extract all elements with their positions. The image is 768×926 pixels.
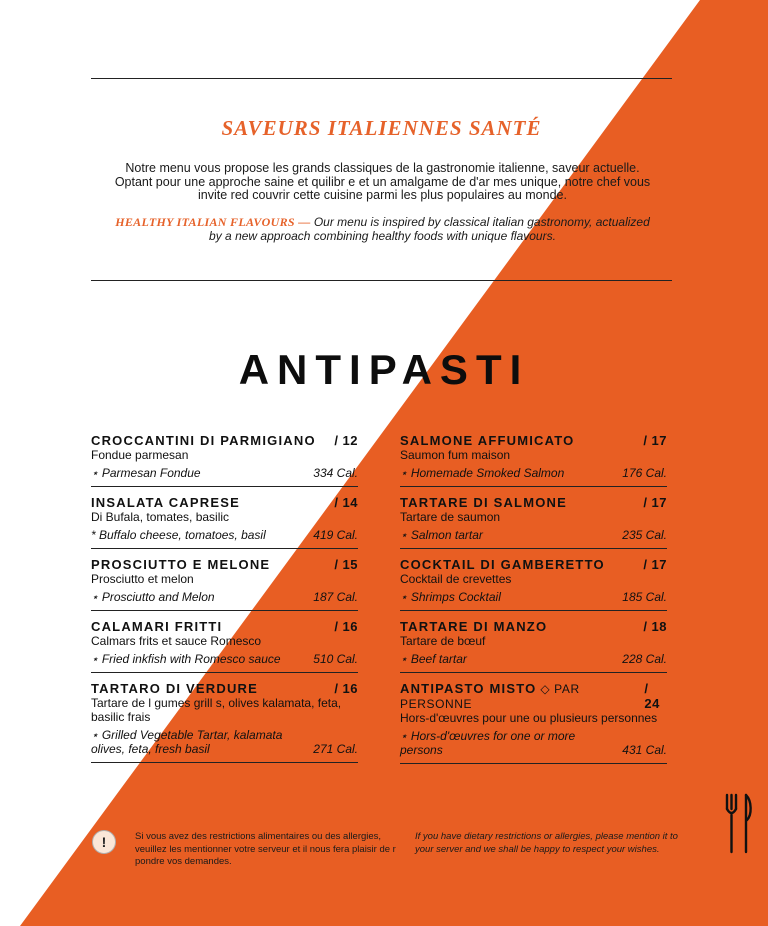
item-french-description: Prosciutto et melon	[91, 572, 194, 586]
item-english-description: ⋆ Homemade Smoked Salmon	[400, 466, 565, 480]
item-french-description: Fondue parmesan	[91, 448, 189, 462]
item-price: / 17	[643, 557, 667, 572]
item-price: / 17	[643, 495, 667, 510]
item-french-description: Hors-d'œuvres pour une ou plusieurs personnes	[400, 711, 658, 725]
intro-english-text	[110, 215, 655, 243]
item-calories: 235 Cal.	[622, 528, 667, 542]
item-english-description: ⋆ Shrimps Cocktail	[400, 590, 501, 604]
item-name	[400, 619, 547, 634]
intro-title: SAVEURS ITALIENNES SANTÉ	[221, 116, 542, 140]
item-name	[400, 681, 644, 711]
item-name-text: COCKTAIL DI GAMBERETTO	[400, 557, 605, 572]
item-price: / 12	[334, 433, 358, 448]
warning-icon: !	[92, 830, 116, 854]
item-price: / 16	[334, 619, 358, 634]
menu-item	[400, 619, 667, 673]
item-price: / 15	[334, 557, 358, 572]
item-name-text: INSALATA CAPRESE	[91, 495, 240, 510]
menu-column-left	[91, 433, 358, 771]
item-french-description: Saumon fum maison	[400, 448, 511, 462]
item-price: / 24	[644, 681, 660, 711]
menu-item	[400, 433, 667, 487]
item-french-description: Calmars frits et sauce Romesco	[91, 634, 262, 648]
intro-french-text: Notre menu vous propose les grands classiques de la gastronomie italienne, saveur actuelle. Optant pour une approche saine et quilibr e et un amalgame de d'ar mes unique, notre chef vous invite red couvrir cette cuisine parmi les plus populaires au monde.	[114, 161, 651, 202]
fork-knife-icon	[724, 793, 754, 855]
item-calories: 510 Cal.	[313, 652, 358, 666]
item-price: / 17	[643, 433, 667, 448]
intro-bottom-divider	[91, 280, 672, 281]
item-french-description: Tartare de bœuf	[400, 634, 486, 648]
item-english-description: * Buffalo cheese, tomatoes, basil	[91, 528, 266, 542]
item-french-description: Tartare de saumon	[400, 510, 501, 524]
item-name	[400, 557, 605, 572]
item-name-text: TARTARO DI VERDURE	[91, 681, 259, 696]
item-name-text: TARTARE DI SALMONE	[400, 495, 567, 510]
item-unit: ◇ PAR PERSONNE	[400, 682, 580, 711]
intro-english-lead: HEALTHY ITALIAN FLAVOURS —	[115, 215, 311, 229]
item-calories: 185 Cal.	[622, 590, 667, 604]
menu-item	[91, 433, 358, 487]
menu-item	[400, 495, 667, 549]
item-calories: 419 Cal.	[313, 528, 358, 542]
item-calories: 271 Cal.	[313, 742, 358, 756]
item-price: / 16	[334, 681, 358, 696]
item-calories: 431 Cal.	[622, 743, 667, 757]
item-french-description: Di Bufala, tomates, basilic	[91, 510, 230, 524]
item-french-description: Cocktail de crevettes	[400, 572, 512, 586]
item-english-description: ⋆ Beef tartar	[400, 652, 467, 666]
top-divider	[91, 78, 672, 79]
item-price: / 14	[334, 495, 358, 510]
menu-item	[91, 557, 358, 611]
item-name-text: CALAMARI FRITTI	[91, 619, 223, 634]
item-name	[91, 619, 222, 634]
item-name-text: ANTIPASTO MISTO	[400, 681, 537, 696]
item-name	[91, 433, 316, 448]
item-name-text: CROCCANTINI DI PARMIGIANO	[91, 433, 316, 448]
item-price: / 18	[643, 619, 667, 634]
intro-english-body: Our menu is inspired by classical italian gastronomy, actualized by a new approach combining healthy foods with unique flavours.	[209, 215, 650, 243]
menu-item	[91, 619, 358, 673]
item-name-text: SALMONE AFFUMICATO	[400, 433, 575, 448]
item-name	[91, 557, 270, 572]
item-name	[400, 495, 567, 510]
allergy-notice-french: Si vous avez des restrictions alimentaires ou des allergies, veuillez les mentionner votre serveur et il nous fera plaisir de r pondre vos demandes.	[135, 831, 396, 867]
item-english-description: ⋆ Parmesan Fondue	[91, 466, 201, 480]
menu-item	[400, 557, 667, 611]
item-calories: 187 Cal.	[313, 590, 358, 604]
item-name	[400, 433, 574, 448]
item-english-description: ⋆ Prosciutto and Melon	[91, 590, 215, 604]
item-english-description: ⋆ Hors-d'œuvres for one or more persons	[400, 729, 576, 757]
section-title: ANTIPASTI	[238, 346, 530, 393]
menu-item	[400, 681, 667, 764]
item-calories: 334 Cal.	[313, 466, 358, 480]
item-english-description: ⋆ Grilled Vegetable Tartar, kalamata olives, feta, fresh basil	[91, 728, 283, 756]
menu-item	[91, 495, 358, 549]
item-calories: 176 Cal.	[622, 466, 667, 480]
item-name-text: PROSCIUTTO E MELONE	[91, 557, 271, 572]
item-name	[91, 681, 258, 696]
menu-item	[91, 681, 358, 763]
item-calories: 228 Cal.	[622, 652, 667, 666]
menu-column-right	[400, 433, 667, 772]
item-name	[91, 495, 240, 510]
allergy-notice-english: If you have dietary restrictions or allergies, please mention it to your server and we shall be happy to respect your wishes.	[415, 831, 678, 855]
item-english-description: ⋆ Fried inkfish with Romesco sauce	[91, 652, 281, 666]
item-english-description: ⋆ Salmon tartar	[400, 528, 483, 542]
item-french-description: Tartare de l gumes grill s, olives kalamata, feta, basilic frais	[91, 696, 342, 724]
item-name-text: TARTARE DI MANZO	[400, 619, 548, 634]
